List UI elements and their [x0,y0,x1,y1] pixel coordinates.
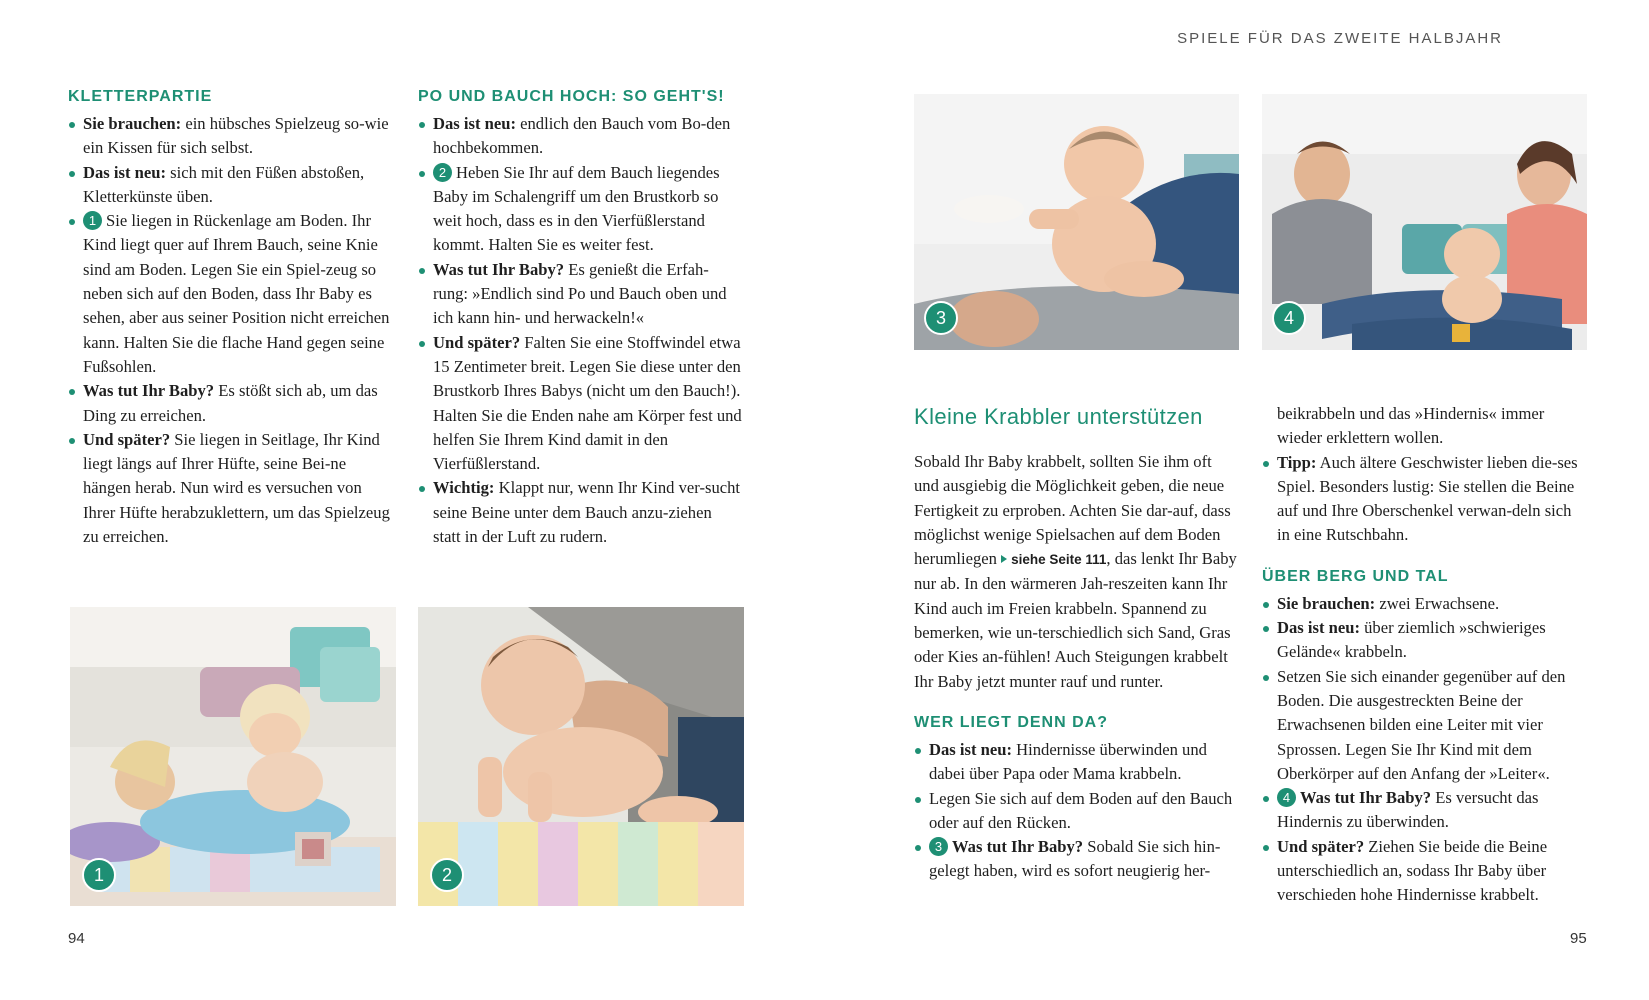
photo-baby-on-father [914,94,1239,350]
item-lead: Und später? [433,332,521,352]
page-number-left: 94 [68,930,85,947]
paragraph-krabbler [914,450,1238,694]
section-title-krabbler: Kleine Krabbler unterstützen [914,404,1203,429]
item-text: endlich den Bauch vom Bo-den hochbekommen. [433,114,731,158]
page-number-right: 95 [1570,930,1587,947]
list-item [1262,665,1586,786]
item-text: Sobald Sie sich hin-gelegt haben, wird es sofort neugierig her- [929,837,1221,881]
item-text: Hindernisse überwinden und dabei über Papa oder Mama krabbeln. [929,739,1207,784]
item-lead: Wichtig: [433,478,495,498]
arrow-right-icon [1001,555,1007,563]
item-text: Klappt nur, wenn Ihr Kind ver-sucht seine Beine unter dem Bauch anzu-ziehen statt in der Luft zu rudern. [433,478,741,547]
item-text: Es versucht das Hindernis zu überwinden. [1277,788,1539,832]
step-number-badge: 1 [83,211,102,230]
running-head: SPIELE FÜR DAS ZWEITE HALBJAHR [1177,30,1503,47]
photo-number-badge: 2 [430,858,464,892]
item-text: über ziemlich »schwieriges Gelände« krabbeln. [1277,618,1546,662]
list-item [68,428,392,549]
list-item [1262,451,1586,548]
step-number-badge: 3 [929,837,948,856]
step-number-badge: 2 [433,163,452,182]
item-text: Falten Sie eine Stoffwindel etwa 15 Zentimeter breit. Legen Sie diese unter den Brustkorb Ihres Babys (nicht um den Bauch!). Halten Sie die Enden nahe am Körper fest und helfen Sie Ihrem Kind damit in den Vierfüßlerstand. [433,332,742,474]
list-item [68,161,392,210]
list-wer-liegt [914,738,1238,884]
heading-berg-tal: ÜBER BERG UND TAL [1262,567,1449,585]
item-text: Sie liegen in Seitlage, Ihr Kind liegt längs auf Ihrer Hüfte, seine Bei-ne hängen herab. Nun wird es versuchen von Ihrer Hüfte herabzuklettern, um das Spielzeug zu erreichen. [83,429,390,547]
list-item [914,787,1238,836]
list-po-bauch [418,112,742,549]
item-lead: Was tut Ihr Baby? [83,381,215,401]
step-number-badge: 4 [1277,788,1296,807]
item-lead: Das ist neu: [1277,618,1360,638]
list-item [914,738,1238,787]
item-lead: Was tut Ihr Baby? [1300,788,1432,808]
item-lead: Das ist neu: [83,162,166,182]
item-lead: Was tut Ihr Baby? [952,837,1084,857]
list-continued [1262,402,1586,548]
heading-wer-liegt: WER LIEGT DENN DA? [914,713,1108,731]
item-lead: Das ist neu: [433,114,516,133]
item-text: Heben Sie Ihr auf dem Bauch liegendes Baby im Schalengriff um den Brustkorb so weit hoch, dass es in den Vierfüßlerstand kommt. Halten Sie es weiter fest. [433,162,720,255]
list-item [68,379,392,428]
page-reference-text: siehe Seite 111 [1011,552,1107,568]
item-text: ein hübsches Spielzeug so-wie ein Kissen für sich selbst. [83,114,389,158]
list-item [1262,786,1586,835]
item-lead: Was tut Ihr Baby? [433,259,565,279]
item-text: zwei Erwachsene. [1375,593,1500,613]
photo-parents-legs-ladder [1262,94,1587,350]
photo-number-badge: 1 [82,858,116,892]
list-item [1262,592,1586,616]
photo-number-badge: 3 [924,301,958,335]
list-item-continued: beikrabbeln und das »Hindernis« immer wieder erklettern wollen. [1277,404,1545,448]
item-text: Auch ältere Geschwister lieben die-ses Spiel. Besonders lustig: Sie stellen die Beine auf und Ihre Oberschenkel verwan-deln sich in eine Rutschbahn. [1277,452,1578,545]
list-item [68,112,392,161]
item-lead: Sie brauchen: [1277,593,1376,613]
item-text: Es genießt die Erfah-rung: »Endlich sind Po und Bauch oben und ich kann hin- und herwackeln!« [433,259,727,328]
list-item [914,835,1238,884]
item-text: Es stößt sich ab, um das Ding zu erreichen. [83,381,378,425]
heading-po-bauch: PO UND BAUCH HOCH: SO GEHT'S! [418,88,725,105]
list-kletterpartie [68,112,392,549]
item-lead: Sie brauchen: [83,114,182,133]
list-berg-tal [1262,592,1586,908]
item-text: Legen Sie sich auf dem Boden auf den Bauch oder auf den Rücken. [929,788,1233,832]
photo-mother-baby-lying [70,607,396,906]
item-lead: Und später? [83,429,171,449]
list-item [418,112,742,161]
item-text: Setzen Sie sich einander gegenüber auf den Boden. Die ausgestreckten Beine der Erwachsenen bilden eine Leiter mit vier Sprossen. Legen Sie Ihr Kind mit dem Oberkörper auf den Anfang der »Leiter«. [1277,666,1566,783]
item-text: Ziehen Sie beide die Beine unterschiedlich an, sodass Ihr Baby über verschieden hohe Hindernisse krabbelt. [1277,836,1548,905]
photo-number-badge: 4 [1272,301,1306,335]
paragraph-text: , das lenkt Ihr Baby nur ab. In den wärmeren Jah-reszeiten kann Ihr Kind auch im Freien krabbeln. Spannend zu bemerken, wie un-terschiedlich sich Sand, Gras oder Kies an-fühlen! Auch Steigungen krabbelt Ihr Baby jetzt munter rauf und runter. [914,549,1237,691]
item-lead: Tipp: [1277,452,1317,472]
list-item [68,209,392,379]
photo-baby-crawling-supported [418,607,744,906]
item-lead: Und später? [1277,836,1365,856]
item-lead: Das ist neu: [929,739,1012,759]
item-text: sich mit den Füßen abstoßen, Kletterkünste üben. [83,162,365,206]
list-item [1262,616,1586,665]
column-kletterpartie [68,86,392,549]
list-item [418,476,742,549]
heading-kletterpartie: KLETTERPARTIE [68,88,213,105]
page-reference [1001,552,1106,567]
list-item [418,258,742,331]
item-text: Sie liegen in Rückenlage am Boden. Ihr Kind liegt quer auf Ihrem Bauch, seine Knie sind am Boden. Legen Sie ein Spiel-zeug so neben sich auf den Boden, dass Ihr Baby es sehen, aber aus seiner Position nicht erreichen kann. Halten Sie die flache Hand gegen seine Fußsohlen. [83,211,390,376]
list-item [1262,835,1586,908]
list-item [418,161,742,258]
paragraph-text: Sobald Ihr Baby krabbelt, sollten Sie ihm oft und ausgiebig die Möglichkeit geben, die neue Fertigkeit zu erproben. Achten Sie dar-auf, dass möglichst wenige Spielsachen auf dem Boden herumliegen [914,452,1231,569]
column-krabbler [914,402,1238,884]
column-po-bauch [418,86,742,549]
column-berg-tal [1262,402,1586,908]
list-item [418,331,742,477]
